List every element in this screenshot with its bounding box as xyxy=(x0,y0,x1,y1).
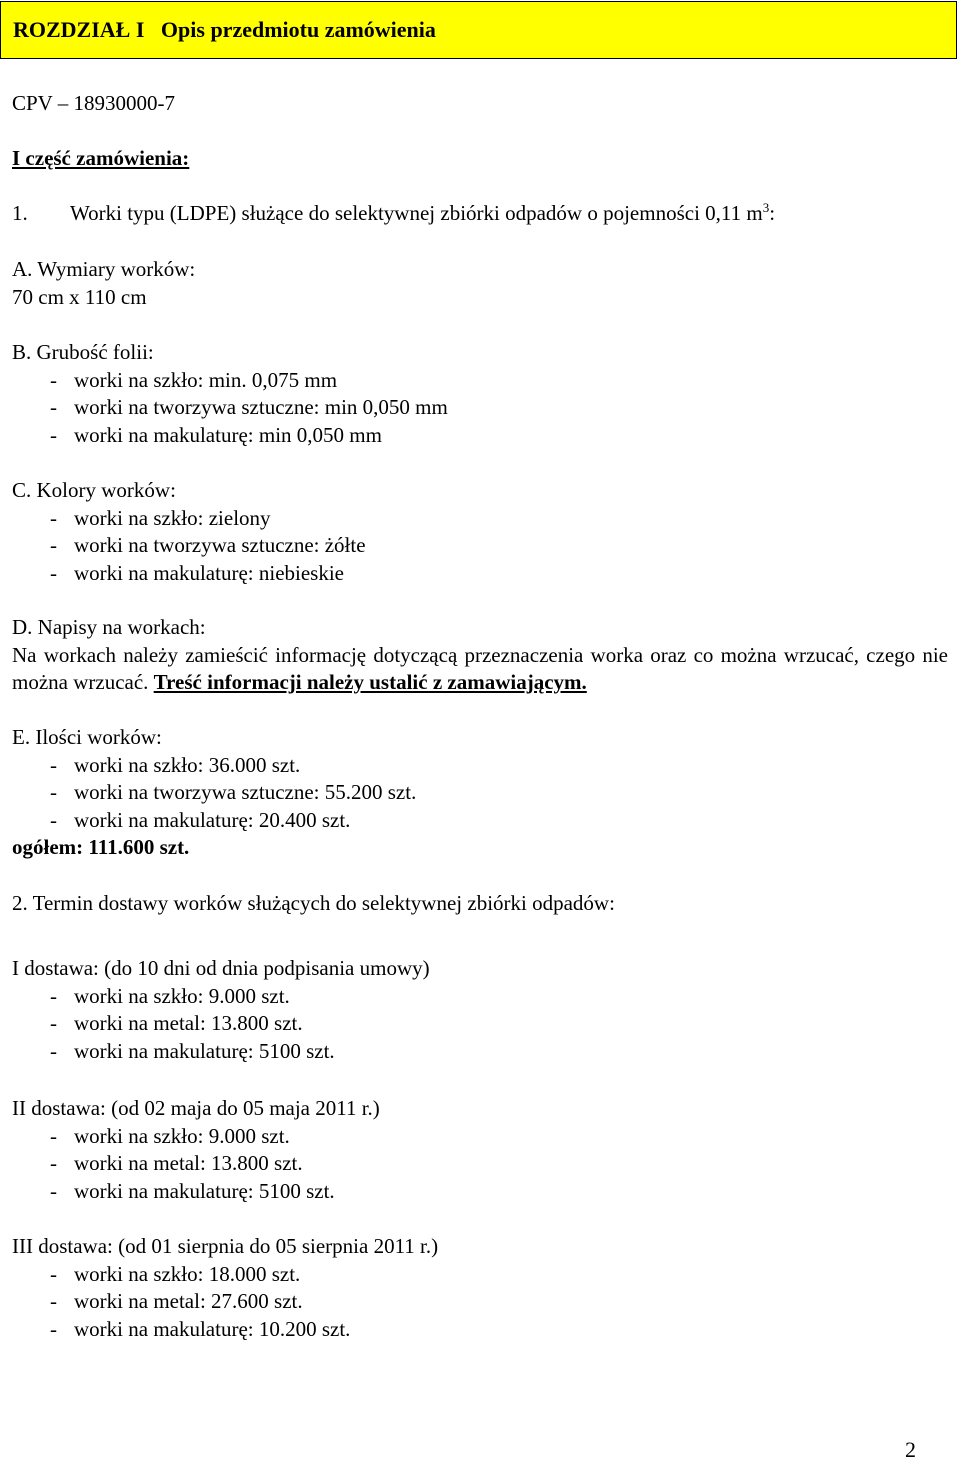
section-e xyxy=(12,724,948,862)
list-item: - worki na makulaturę: min 0,050 mm xyxy=(50,422,382,447)
section-e-label: E. Ilości worków: xyxy=(12,725,162,749)
delivery-3-title: III dostawa: (od 01 sierpnia do 05 sierpnia 2011 r.) xyxy=(12,1234,439,1258)
part-heading: I część zamówienia: xyxy=(12,146,190,170)
list-item: - worki na makulaturę: niebieskie xyxy=(50,560,344,585)
page-number: 2 xyxy=(905,1437,916,1462)
section-c xyxy=(12,477,948,587)
section-b xyxy=(12,339,948,449)
delivery-3 xyxy=(12,1233,948,1343)
list-item: - worki na szkło: zielony xyxy=(50,505,271,530)
chapter-heading: ROZDZIAŁ I Opis przedmiotu zamówienia xyxy=(0,1,957,59)
item-1-text: Worki typu (LDPE) służące do selektywnej zbiórki odpadów o pojemności 0,11 m xyxy=(70,201,763,225)
item-1-suffix: : xyxy=(769,201,776,225)
section-a-value: 70 cm x 110 cm xyxy=(12,284,147,309)
item-1-superscript: 3 xyxy=(762,200,770,215)
list-item: - worki na szkło: 36.000 szt. xyxy=(50,752,301,777)
section-b-label: B. Grubość folii: xyxy=(12,340,154,364)
delivery-2 xyxy=(12,1095,948,1205)
list-item: - worki na szkło: min. 0,075 mm xyxy=(50,367,338,392)
list-item: - worki na szkło: 18.000 szt. xyxy=(50,1261,301,1286)
list-item: - worki na tworzywa sztuczne: 55.200 szt. xyxy=(50,780,417,804)
list-item: - worki na tworzywa sztuczne: min 0,050 mm xyxy=(50,395,448,419)
section-d-emphasis: Treść informacji należy ustalić z zamawiającym. xyxy=(153,670,587,694)
section-d-label: D. Napisy na workach: xyxy=(12,615,206,639)
section-c-label: C. Kolory worków: xyxy=(12,478,176,502)
list-item: - worki na szkło: 9.000 szt. xyxy=(50,983,290,1008)
list-item: - worki na makulaturę: 5100 szt. xyxy=(50,1038,335,1063)
delivery-2-title: II dostawa: (od 02 maja do 05 maja 2011 r.) xyxy=(12,1096,380,1120)
section-a-label: A. Wymiary worków: xyxy=(12,257,196,281)
list-item: - worki na tworzywa sztuczne: żółte xyxy=(50,533,366,557)
item-2-heading: 2. Termin dostawy worków służących do selektywnej zbiórki odpadów: xyxy=(12,891,615,915)
section-d xyxy=(12,614,948,697)
item-1-heading xyxy=(12,200,948,228)
list-item: - worki na metal: 27.600 szt. xyxy=(50,1289,303,1313)
section-a xyxy=(12,256,948,311)
list-item: - worki na metal: 13.800 szt. xyxy=(50,1011,303,1035)
list-item: - worki na szkło: 9.000 szt. xyxy=(50,1123,290,1148)
cpv-code: CPV – 18930000-7 xyxy=(12,91,175,115)
section-d-paragraph: Na workach należy zamieścić informację dotyczącą przeznaczenia worka oraz co można wrzucać, czego nie można wrzucać. Treść informacji należy ustalić z zamawiającym. xyxy=(12,642,948,694)
list-item: - worki na makulaturę: 20.400 szt. xyxy=(50,807,351,832)
list-item: - worki na makulaturę: 5100 szt. xyxy=(50,1178,335,1203)
list-item: - worki na metal: 13.800 szt. xyxy=(50,1151,303,1175)
delivery-1-title: I dostawa: (do 10 dni od dnia podpisania umowy) xyxy=(12,956,430,980)
list-item: - worki na makulaturę: 10.200 szt. xyxy=(50,1316,351,1341)
section-e-total: ogółem: 111.600 szt. xyxy=(12,835,190,859)
delivery-1 xyxy=(12,955,948,1065)
item-1-number: 1. xyxy=(12,201,28,225)
